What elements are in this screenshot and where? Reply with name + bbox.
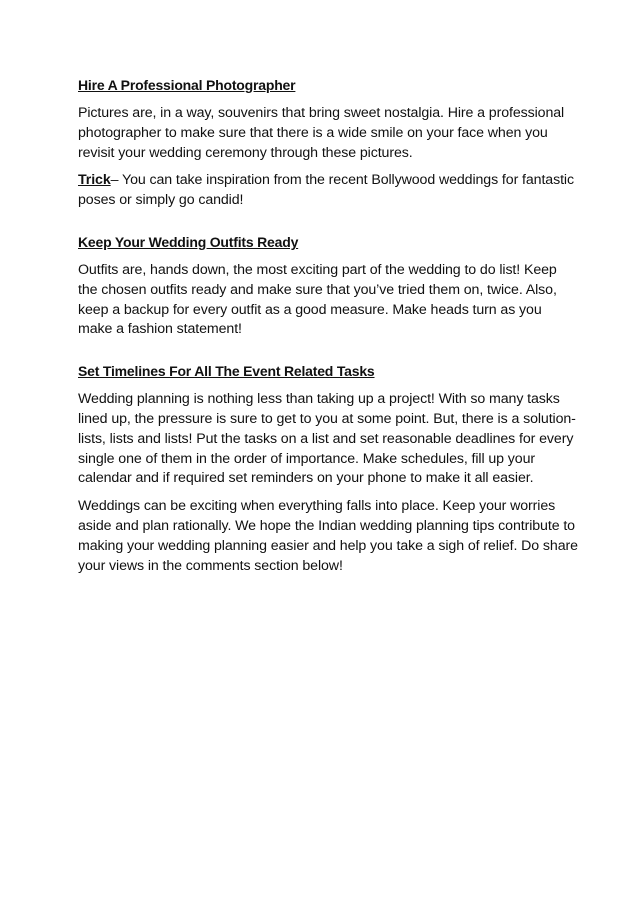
section-heading: Keep Your Wedding Outfits Ready (78, 233, 299, 250)
trick-paragraph (78, 171, 578, 211)
closing-paragraph: Weddings can be exciting when everything falls into place. Keep your worries aside and plan rationally. We hope the Indian wedding planning tips contribute to making your wedding planning easier and help you take a sigh of relief. Do share your views in the comments section below! (78, 498, 578, 574)
section-timelines (78, 360, 578, 576)
section-outfits (78, 231, 578, 340)
section-heading: Hire A Professional Photographer (78, 77, 296, 93)
section-paragraph: Outfits are, hands down, the most exciting part of the wedding to do list! Keep the chosen outfits ready and make sure that you’ve tried them on, twice. Also, keep a backup for every outfit as a good measure. Make heads turn as you make a fashion statement! (78, 261, 557, 338)
trick-text: – You can take inspiration from the recent Bollywood weddings for fantastic poses or simply go candid! (78, 172, 574, 209)
section-paragraph: Pictures are, in a way, souvenirs that bring sweet nostalgia. Hire a professional photographer to make sure that there is a wide smile on your face when you revisit your wedding ceremony through these pictures. (78, 105, 565, 161)
trick-label: Trick (78, 172, 111, 189)
document-page (78, 74, 578, 596)
section-paragraph: Wedding planning is nothing less than taking up a project! With so many tasks lined up, the pressure is sure to get to you at some point. But, there is a solution- lists, lists and lists! Put the tasks on a list and set reasonable deadlines for every single one of them in the order of importance. Make schedules, fill up your calendar and if required set reminders on your phone to make it all easier. (78, 391, 576, 487)
section-photographer (78, 74, 578, 211)
section-heading: Set Timelines For All The Event Related Tasks (78, 363, 375, 380)
